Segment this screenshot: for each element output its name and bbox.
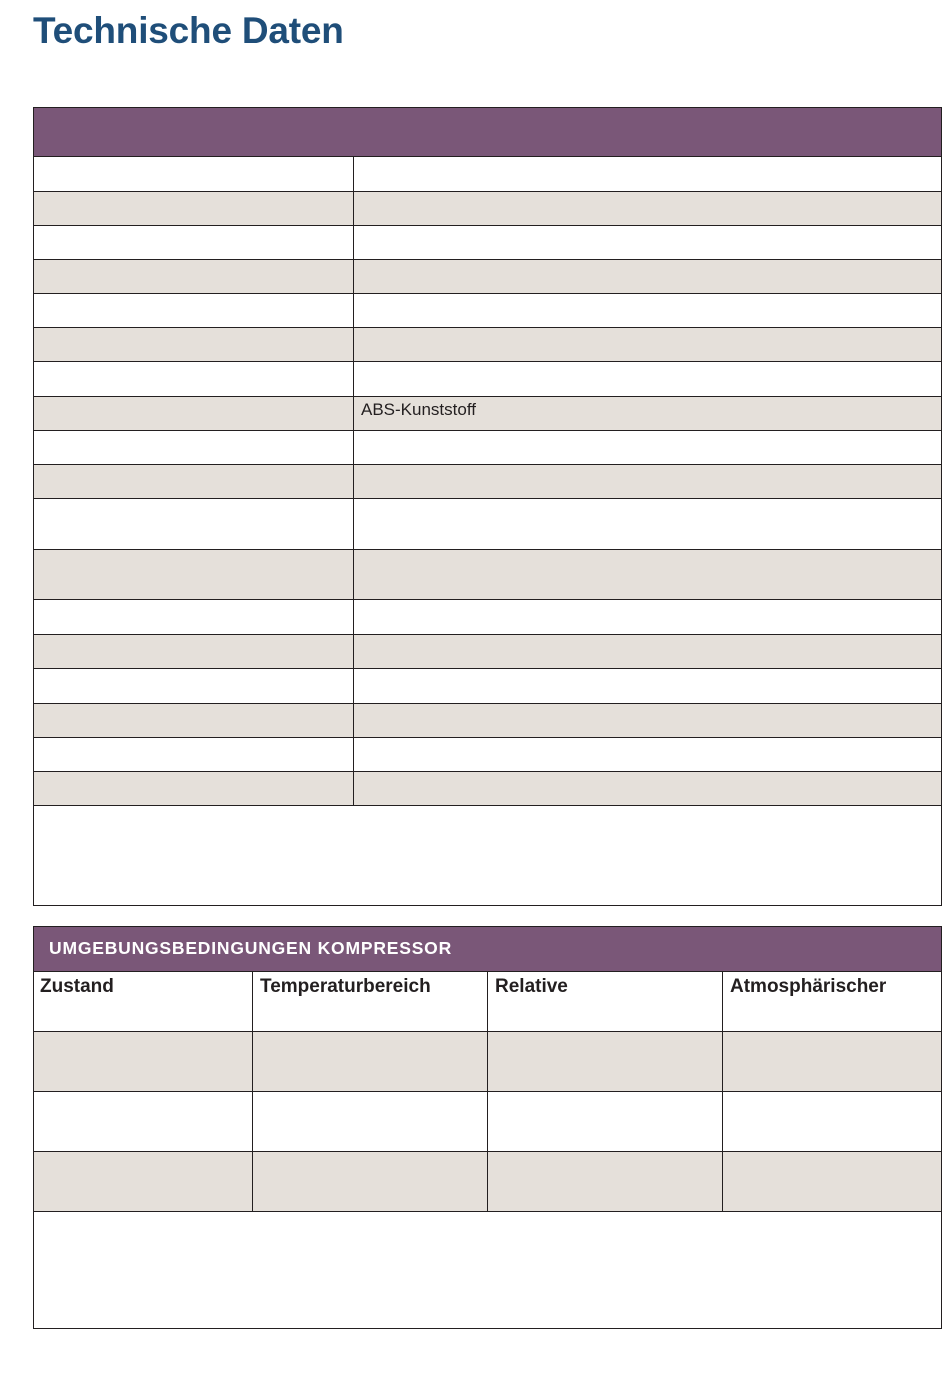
- table-header: UMGEBUNGSBEDINGUNGEN KOMPRESSOR: [34, 927, 941, 972]
- table-cell: [253, 1032, 488, 1091]
- row-label: [34, 550, 354, 599]
- row-label: [34, 600, 354, 634]
- table-row: [34, 772, 941, 806]
- row-label: [34, 362, 354, 396]
- table-cell: [488, 1032, 723, 1091]
- table-row: [34, 328, 941, 362]
- table-row: [34, 431, 941, 465]
- table-cell: [488, 1092, 723, 1151]
- column-header-row: [34, 972, 941, 1032]
- row-label: [34, 499, 354, 549]
- row-value: [354, 772, 941, 805]
- row-value: [354, 260, 941, 293]
- table-row: [34, 362, 941, 397]
- table-row: [34, 550, 941, 600]
- row-label: [34, 328, 354, 361]
- row-value: [354, 738, 941, 771]
- table-cell: [253, 1092, 488, 1151]
- table-row: [34, 635, 941, 669]
- table-note-area: [34, 806, 941, 901]
- row-value: [354, 669, 941, 703]
- table-row: [34, 294, 941, 328]
- row-value: [354, 465, 941, 498]
- row-label: [34, 669, 354, 703]
- row-value: [354, 499, 941, 549]
- table-row: [34, 704, 941, 738]
- table-header: [34, 108, 941, 157]
- row-value: [354, 600, 941, 634]
- row-value: [354, 192, 941, 225]
- row-value: ABS-Kunststoff: [361, 400, 476, 419]
- row-label: [34, 226, 354, 259]
- table-cell: [723, 1032, 941, 1091]
- row-value: [354, 362, 941, 396]
- row-value: [354, 294, 941, 327]
- table-row: [34, 1092, 941, 1152]
- row-value: [354, 550, 941, 599]
- ambient-conditions-table: [33, 926, 942, 1329]
- table-row: [34, 397, 941, 431]
- table-cell: [34, 1092, 253, 1151]
- row-label: [34, 772, 354, 805]
- row-value: [354, 328, 941, 361]
- table-row: [34, 465, 941, 499]
- table-note-area: [34, 1212, 941, 1331]
- row-label: [34, 738, 354, 771]
- table-row: [34, 1152, 941, 1212]
- table-cell: [253, 1152, 488, 1211]
- row-value: [354, 157, 941, 191]
- row-value: [354, 635, 941, 668]
- table-cell: [34, 1032, 253, 1091]
- table-row: [34, 260, 941, 294]
- row-label: [34, 260, 354, 293]
- table-cell: [723, 1152, 941, 1211]
- table-row: [34, 600, 941, 635]
- row-label: [34, 704, 354, 737]
- table-cell: [723, 1092, 941, 1151]
- row-label: [34, 635, 354, 668]
- table-cell: [488, 1152, 723, 1211]
- row-label: [34, 192, 354, 225]
- table-row: [34, 499, 941, 550]
- row-value: [354, 431, 941, 464]
- table-row: [34, 226, 941, 260]
- row-value: [354, 704, 941, 737]
- column-header-zustand: Zustand: [34, 972, 253, 1031]
- column-header-relative: Relative: [488, 972, 723, 1031]
- table-row: [34, 738, 941, 772]
- table-row: [34, 157, 941, 192]
- row-label: [34, 157, 354, 191]
- column-header-temperaturbereich: Temperaturbereich: [253, 972, 488, 1031]
- page-title: Technische Daten: [33, 10, 344, 51]
- table-cell: [34, 1152, 253, 1211]
- technical-data-table: [33, 107, 942, 906]
- row-label: [34, 397, 354, 430]
- table-row: [34, 192, 941, 226]
- row-label: [34, 431, 354, 464]
- table-row: [34, 669, 941, 704]
- column-header-atmosphaerischer: Atmosphärischer: [730, 976, 887, 997]
- row-label: [34, 294, 354, 327]
- row-value: [354, 226, 941, 259]
- row-label: [34, 465, 354, 498]
- table-row: [34, 1032, 941, 1092]
